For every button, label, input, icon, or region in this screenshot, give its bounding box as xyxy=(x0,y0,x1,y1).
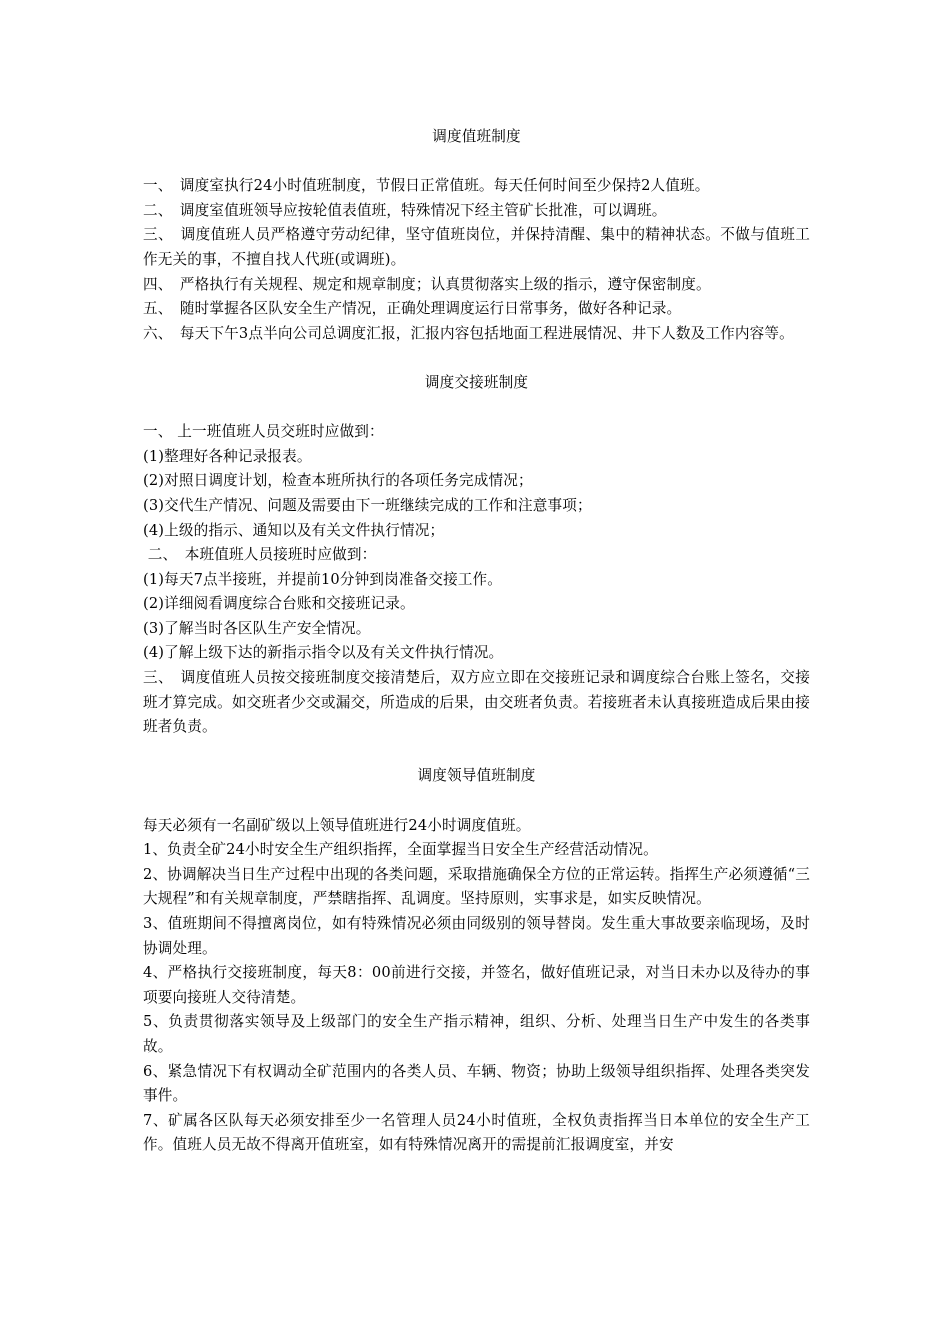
paragraph: 六、 每天下午3点半向公司总调度汇报，汇报内容包括地面工程进展情况、井下人数及工作内容等。 xyxy=(143,324,794,342)
paragraph: 二、 调度室值班领导应按轮值表值班，特殊情况下经主管矿长批准，可以调班。 xyxy=(143,201,667,219)
spacer xyxy=(143,396,810,421)
paragraph: (1)每天7点半接班，并提前10分钟到岗准备交接工作。 xyxy=(143,570,503,588)
paragraph: 7、矿属各区队每天必须安排至少一名管理人员24小时值班，全权负责指挥当日本单位的安全生产工作。值班人员无故不得离开值班室，如有特殊情况离开的需提前汇报调度室，并安 xyxy=(143,1111,810,1154)
section-title: 调度值班制度 xyxy=(432,128,521,145)
paragraph: (2)对照日调度计划，检查本班所执行的各项任务完成情况； xyxy=(143,472,533,490)
paragraph: 5、负责贯彻落实领导及上级部门的安全生产指示精神，组织、分析、处理当日生产中发生的各类事故。 xyxy=(143,1013,810,1055)
section-title: 调度交接班制度 xyxy=(424,373,529,391)
paragraph: (3)了解当时各区队生产安全情况。 xyxy=(143,619,371,637)
paragraph: (4)上级的指示、通知以及有关文件执行情况； xyxy=(143,521,445,539)
paragraph: (2)详细阅看调度综合台账和交接班记录。 xyxy=(143,595,415,613)
spacer xyxy=(143,346,810,371)
paragraph: 四、 严格执行有关规程、规定和规章制度；认真贯彻落实上级的指示，遵守保密制度。 xyxy=(143,275,711,293)
paragraph: (3)交代生产情况、问题及需要由下一班继续完成的工作和注意事项； xyxy=(143,496,592,514)
document-body xyxy=(143,125,810,1158)
paragraph: 3、值班期间不得擅离岗位，如有特殊情况必须由同级别的领导替岗。发生重大事故要亲临现场，及时协调处理。 xyxy=(143,915,810,957)
spacer xyxy=(143,150,810,175)
paragraph: 一、 上一班值班人员交班时应做到： xyxy=(143,423,384,441)
paragraph: 一、 调度室执行24小时值班制度，节假日正常值班。每天任何时间至少保持2人值班。 xyxy=(143,177,710,195)
paragraph: 三、 调度值班人员严格遵守劳动纪律，坚守值班岗位，并保持清醒、集中的精神状态。不做与值班工作无关的事，不擅自找人代班(或调班)。 xyxy=(143,226,810,268)
paragraph: 4、严格执行交接班制度，每天8：00前进行交接，并签名，做好值班记录，对当日未办以及待办的事项要向接班人交待清楚。 xyxy=(143,964,810,1006)
paragraph: (4)了解上级下达的新指示指令以及有关文件执行情况。 xyxy=(143,644,504,662)
spacer xyxy=(143,740,810,765)
paragraph: (1)整理好各种记录报表。 xyxy=(143,447,312,465)
paragraph: 1、负责全矿24小时安全生产组织指挥，全面掌握当日安全生产经营活动情况。 xyxy=(143,841,658,859)
paragraph: 6、紧急情况下有权调动全矿范围内的各类人员、车辆、物资；协助上级领导组织指挥、处理各类突发事件。 xyxy=(143,1062,810,1105)
spacer xyxy=(143,789,810,814)
paragraph: 三、 调度值班人员按交接班制度交接清楚后，双方应立即在交接班记录和调度综合台账上签名，交接班才算完成。如交班者少交或漏交，所造成的后果，由交班者负责。若接班者未认真接班造成后果由接班者负责。 xyxy=(143,669,810,736)
paragraph: 每天必须有一名副矿级以上领导值班进行24小时调度值班。 xyxy=(143,816,531,834)
paragraph: 2、协调解决当日生产过程中出现的各类问题，采取措施确保全方位的正常运转。指挥生产必须遵循“三大规程”和有关规章制度，严禁瞎指挥、乱调度。坚持原则，实事求是，如实反映情况。 xyxy=(143,865,810,908)
paragraph: 二、 本班值班人员接班时应做到： xyxy=(143,546,377,564)
section-title: 调度领导值班制度 xyxy=(417,767,536,785)
paragraph: 五、 随时掌握各区队安全生产情况，正确处理调度运行日常事务，做好各种记录。 xyxy=(143,300,682,318)
